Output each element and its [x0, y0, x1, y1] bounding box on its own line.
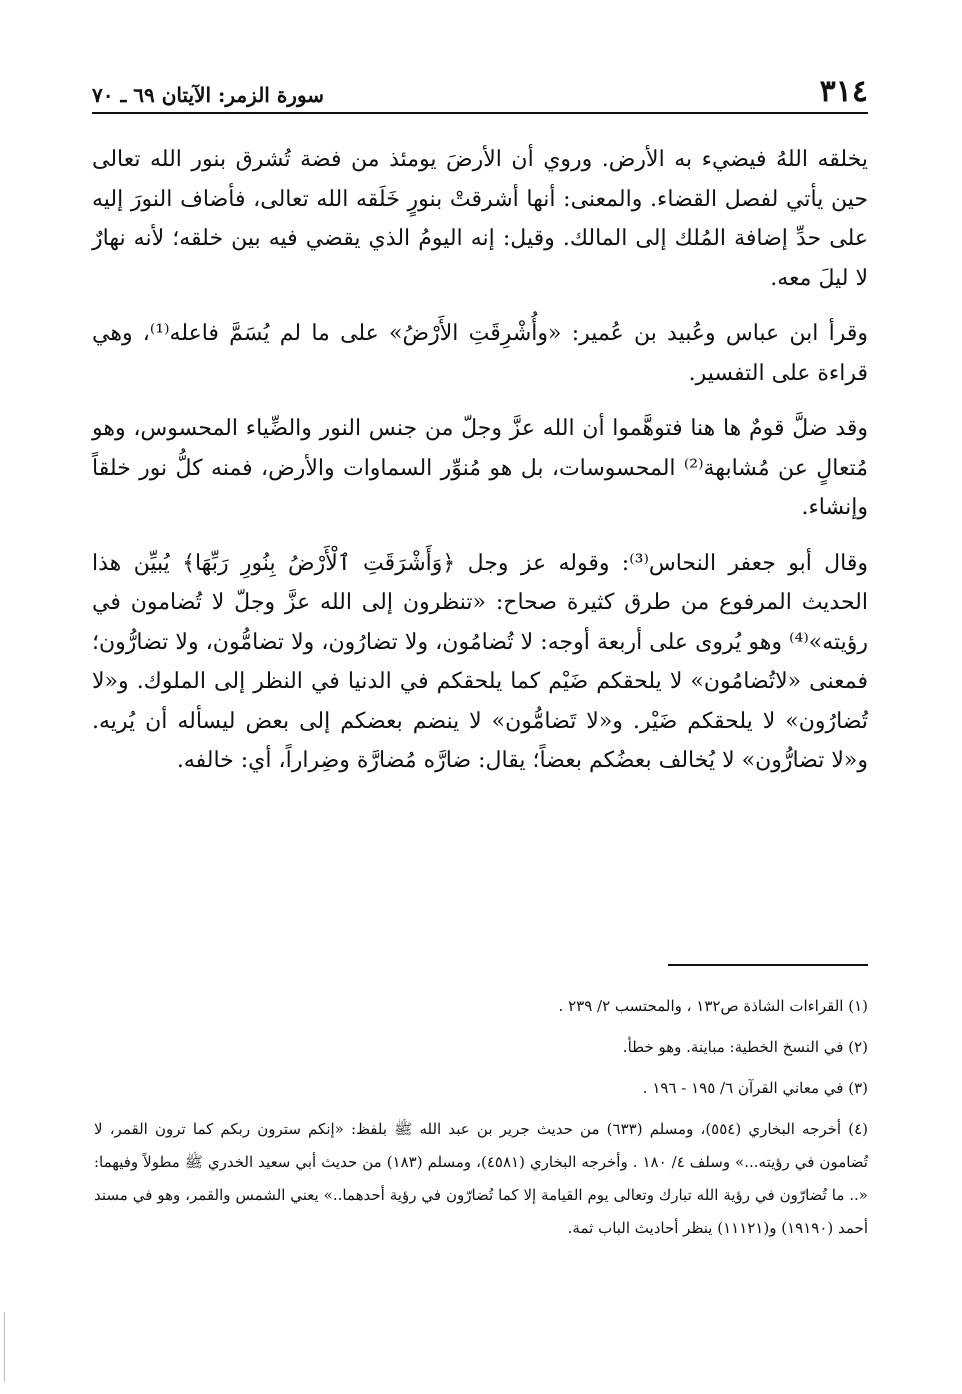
- footnote: (٣) في معاني القرآن ٦/ ١٩٥ - ١٩٦ .: [642, 1079, 868, 1097]
- paragraph: وقال أبو جعفر النحاس⁽³⁾: وقوله عز وجل ﴿وَأَشْرَقَتِ ٱلْأَرْضُ بِنُورِ رَبِّهَا﴾ يُبيِّن هذا الحديث المرفوع من طرق كثيرة صحاح: «تنظرون إلى الله عزَّ وجلّ لا تُضامون في رؤيته»⁽⁴⁾ وهو يُروى على أربعة أوجه: لا تُضامُون، ولا تضارُون، ولا تضامُّون، ولا تضارُّون؛ فمعنى «لاتُضامُون» لا يلحقكم ضَيْم كما يلحقكم في الدنيا في النظر إلى الملوك. و«لا تُضارُون» لا يلحقكم ضَيْر. و«لا تَضامُّون» لا ينضم بعضكم إلى بعض ليسأله أن يُريه. و«لا تضارُّون» لا يُخالف بعضُكم بعضاً؛ يقال: ضارَّه مُضارَّة وضِراراً، أي: خالفه.: [92, 550, 868, 773]
- paragraph: وقد ضلَّ قومٌ ها هنا فتوهَّموا أن الله عزَّ وجلّ من جنس النور والضِّياء المحسوس، وهو مُتعالٍ عن مُشابهة⁽²⁾ المحسوسات، بل هو مُنوِّر السماوات والأرض، فمنه كلُّ نور خلقاً وإنشاء.: [92, 416, 868, 520]
- paragraph: يخلقه اللهُ فيضيء به الأرض. وروي أن الأرضَ يومئذ من فضة تُشرق بنور الله تعالى حين يأتي لفصل القضاء. والمعنى: أنها أشرقتْ بنورٍ خَلَقه الله تعالى، فأضاف النورَ إليه على حدِّ إضافة المُلك إلى المالك. وقيل: إنه اليومُ الذي يقضي فيه بين خلقه؛ لأنه نهارٌ لا ليلَ معه.: [92, 147, 868, 291]
- footnote: (٤) أخرجه البخاري (٥٥٤)، ومسلم (٦٣٣) من حديث جرير بن عبد الله ﷺ بلفظ: «إنكم سترون ربكم كما ترون القمر، لا تُضامون في رؤيته...» وسلف ٤/ ١٨٠ . وأخرجه البخاري (٤٥٨١)، ومسلم (١٨٣) من حديث أبي سعيد الخدري ﷺ مطولاً وفيهما: «.. ما تُضارّون في رؤية الله تبارك وتعالى يوم القيامة إلا كما تُضارّون في رؤية أحدهما..» يعني الشمس والقمر، وهو في مسند أحمد (١٩١٩٠) و(١١١٢١) ينظر أحاديث الباب ثمة.: [94, 1120, 868, 1237]
- footnotes: [94, 990, 868, 1253]
- main-text: [92, 140, 868, 797]
- page-header: [92, 68, 868, 114]
- scan-gutter-mark: [4, 1312, 9, 1382]
- page-number: ٣١٤: [819, 74, 868, 109]
- running-head: سورة الزمر: الآيتان ٦٩ ـ ٧٠: [92, 83, 325, 107]
- footnote-separator: [668, 964, 868, 966]
- footnote: (١) القراءات الشاذة ص١٣٢ ، والمحتسب ٢/ ٢٣٩ .: [558, 997, 868, 1015]
- paragraph: وقرأ ابن عباس وعُبيد بن عُمير: «وأُشْرِقَتِ الأَرْضُ» على ما لم يُسَمَّ فاعله⁽¹⁾، وهي قراءة على التفسير.: [92, 321, 869, 386]
- footnote: (٢) في النسخ الخطية: مباينة. وهو خطأ.: [622, 1038, 868, 1056]
